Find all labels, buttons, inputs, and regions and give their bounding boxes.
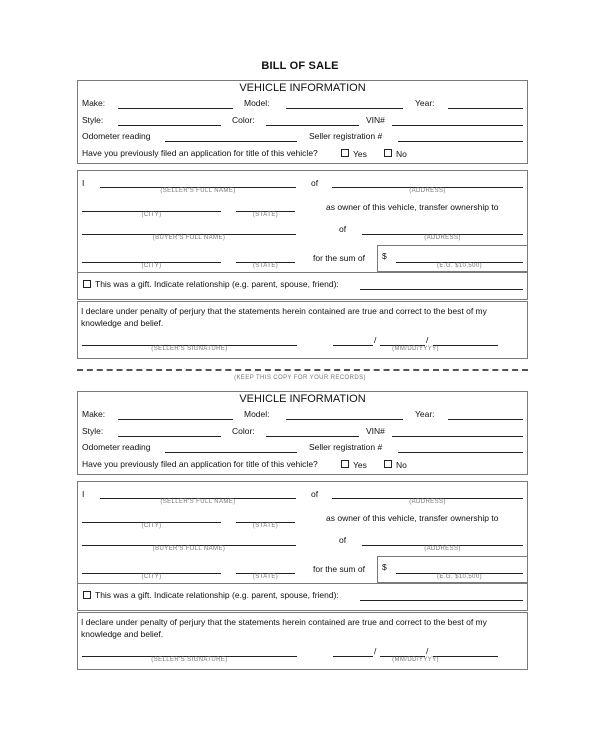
keep-copy-note: (KEEP THIS COPY FOR YOUR RECORDS) — [234, 375, 366, 381]
date-slash: / — [374, 646, 377, 656]
no-label: No — [396, 460, 407, 470]
seller-registration-label: Seller registration # — [309, 131, 383, 141]
buyer-name-caption: (BUYER'S FULL NAME) — [152, 235, 226, 241]
gift-label: This was a gift. Indicate relationship (e.g. parent, spouse, friend): — [95, 279, 339, 289]
seller-signature-caption: (SELLER'S SIGNATURE) — [151, 346, 228, 352]
color-label: Color: — [232, 115, 255, 125]
buyer-state-caption: (STATE) — [252, 574, 279, 580]
declaration-text: I declare under penalty of perjury that the statements herein contained are true and correct to the best of my — [81, 306, 487, 316]
odometer-field[interactable] — [165, 141, 297, 142]
buyer-city-caption: (CITY) — [141, 263, 162, 269]
model-label: Model: — [244, 98, 270, 108]
sum-caption: (E.G. $10,500) — [437, 574, 482, 580]
buyer-name-caption: (BUYER'S FULL NAME) — [152, 546, 226, 552]
sum-label: for the sum of — [313, 564, 365, 574]
buyer-state-caption: (STATE) — [252, 263, 279, 269]
year-field[interactable] — [448, 419, 523, 420]
style-label: Style: — [82, 115, 104, 125]
relationship-field[interactable] — [360, 289, 523, 290]
seller-registration-field[interactable] — [398, 452, 523, 453]
dollar-sign: $ — [382, 251, 387, 261]
sum-label: for the sum of — [313, 253, 365, 263]
color-field[interactable] — [266, 436, 359, 437]
gift-label: This was a gift. Indicate relationship (e.g. parent, spouse, friend): — [95, 590, 339, 600]
transfer-text: as owner of this vehicle, transfer ownership to — [326, 513, 499, 523]
no-checkbox[interactable] — [384, 460, 392, 468]
seller-state-caption: (STATE) — [252, 212, 279, 218]
of-label: of — [311, 489, 319, 499]
seller-city-caption: (CITY) — [141, 212, 162, 218]
seller-address-caption: (ADDRESS) — [409, 188, 446, 194]
style-field[interactable] — [118, 125, 221, 126]
vin-label: VIN# — [366, 115, 385, 125]
title-question: Have you previously filed an application for title of this vehicle? — [82, 148, 318, 158]
transfer-text: as owner of this vehicle, transfer ownership to — [326, 202, 499, 212]
vin-field[interactable] — [392, 125, 523, 126]
make-label: Make: — [82, 98, 106, 108]
seller-city-caption: (CITY) — [141, 523, 162, 529]
seller-state-caption: (STATE) — [252, 523, 279, 529]
odometer-label: Odometer reading — [82, 131, 151, 141]
seller-name-caption: (SELLER'S FULL NAME) — [160, 499, 236, 505]
year-field[interactable] — [448, 108, 523, 109]
date-slash: / — [426, 646, 429, 656]
divider — [78, 583, 527, 584]
date-slash: / — [426, 335, 429, 345]
dollar-sign: $ — [382, 562, 387, 572]
i-label: I — [82, 489, 85, 499]
odometer-field[interactable] — [165, 452, 297, 453]
of-label: of — [311, 178, 319, 188]
no-checkbox[interactable] — [384, 149, 392, 157]
vin-field[interactable] — [392, 436, 523, 437]
yes-checkbox[interactable] — [341, 149, 349, 157]
buyer-address-caption: (ADDRESS) — [424, 235, 461, 241]
style-label: Style: — [82, 426, 104, 436]
relationship-field[interactable] — [360, 600, 523, 601]
buyer-city-caption: (CITY) — [141, 574, 162, 580]
make-field[interactable] — [118, 419, 233, 420]
model-field[interactable] — [286, 108, 403, 109]
sum-caption: (E.G. $10,500) — [437, 263, 482, 269]
model-field[interactable] — [286, 419, 403, 420]
seller-registration-field[interactable] — [398, 141, 523, 142]
year-label: Year: — [415, 98, 435, 108]
of-label: of — [339, 535, 347, 545]
make-field[interactable] — [118, 108, 233, 109]
section-heading: VEHICLE INFORMATION — [239, 82, 366, 94]
color-field[interactable] — [266, 125, 359, 126]
date-slash: / — [374, 335, 377, 345]
gift-checkbox[interactable] — [83, 591, 91, 599]
section-heading: VEHICLE INFORMATION — [239, 393, 366, 405]
color-label: Color: — [232, 426, 255, 436]
odometer-label: Odometer reading — [82, 442, 151, 452]
model-label: Model: — [244, 409, 270, 419]
cut-line — [77, 369, 528, 371]
make-label: Make: — [82, 409, 106, 419]
of-label: of — [339, 224, 347, 234]
seller-name-caption: (SELLER'S FULL NAME) — [160, 188, 236, 194]
gift-checkbox[interactable] — [83, 280, 91, 288]
title-question: Have you previously filed an application for title of this vehicle? — [82, 459, 318, 469]
no-label: No — [396, 149, 407, 159]
date-caption: (MM/DD/YYYY) — [392, 346, 439, 352]
yes-label: Yes — [353, 149, 367, 159]
i-label: I — [82, 178, 85, 188]
seller-signature-caption: (SELLER'S SIGNATURE) — [151, 657, 228, 663]
yes-label: Yes — [353, 460, 367, 470]
seller-registration-label: Seller registration # — [309, 442, 383, 452]
buyer-address-caption: (ADDRESS) — [424, 546, 461, 552]
year-label: Year: — [415, 409, 435, 419]
style-field[interactable] — [118, 436, 221, 437]
declaration-text-2: knowledge and belief. — [81, 318, 164, 328]
seller-address-caption: (ADDRESS) — [409, 499, 446, 505]
yes-checkbox[interactable] — [341, 460, 349, 468]
declaration-text: I declare under penalty of perjury that the statements herein contained are true and correct to the best of my — [81, 617, 487, 627]
date-caption: (MM/DD/YYYY) — [392, 657, 439, 663]
divider — [78, 272, 527, 273]
form-title: BILL OF SALE — [261, 60, 339, 72]
vin-label: VIN# — [366, 426, 385, 436]
declaration-text-2: knowledge and belief. — [81, 629, 164, 639]
